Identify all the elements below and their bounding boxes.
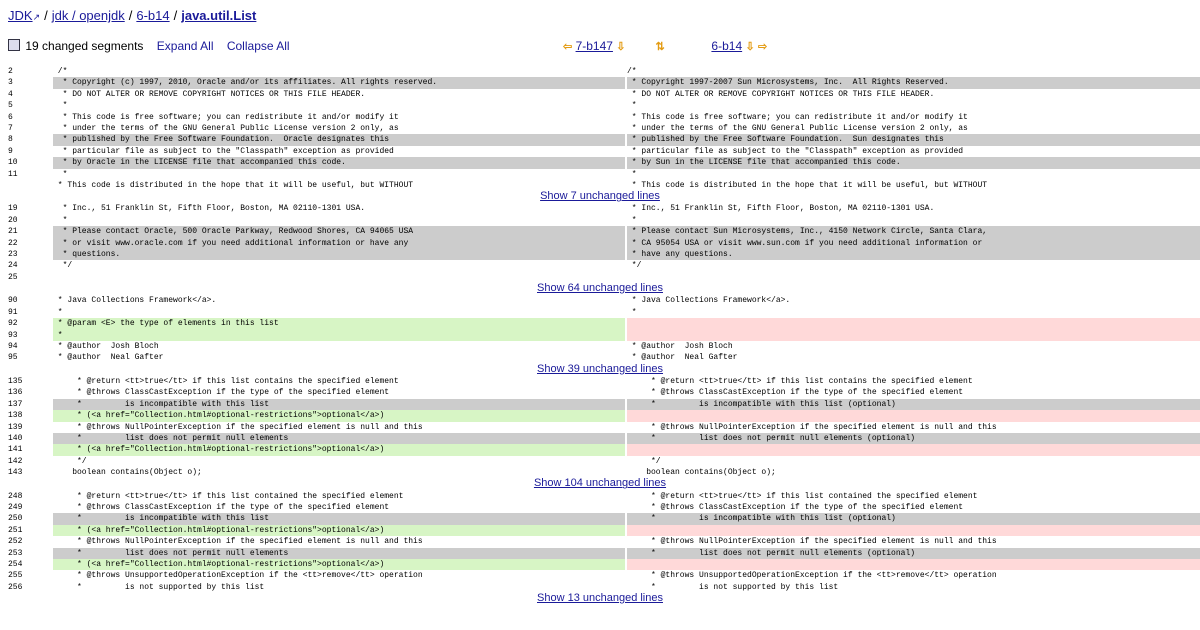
line-number: 91 bbox=[8, 307, 18, 317]
line-number: 19 bbox=[8, 204, 18, 214]
left-code-line: * Inc., 51 Franklin St, Fifth Floor, Boston, MA 02110-1301 USA. bbox=[53, 204, 366, 214]
line-number: 251 bbox=[8, 525, 23, 535]
diff-row bbox=[0, 112, 1200, 123]
diff-toolbar bbox=[8, 39, 1198, 55]
show-unchanged-lines-link[interactable]: Show 7 unchanged lines bbox=[540, 190, 660, 203]
breadcrumb-tag-link[interactable]: 6-b14 bbox=[136, 8, 170, 23]
left-code-line: * bbox=[53, 169, 68, 179]
right-code-line: * bbox=[627, 169, 637, 179]
left-code-line: * Please contact Oracle, 500 Oracle Parkway, Redwood Shores, CA 94065 USA bbox=[53, 226, 625, 237]
diff-row bbox=[0, 318, 1200, 329]
swap-icon[interactable]: ⇅ bbox=[655, 41, 665, 53]
line-number: 9 bbox=[8, 146, 13, 156]
line-number: 137 bbox=[8, 399, 23, 409]
line-number: 11 bbox=[8, 169, 18, 179]
left-code-line: * or visit www.oracle.com if you need additional information or have any bbox=[53, 238, 625, 249]
left-code-line: * is incompatible with this list bbox=[53, 513, 625, 524]
line-number: 92 bbox=[8, 319, 18, 329]
show-unchanged-lines-link[interactable]: Show 39 unchanged lines bbox=[537, 362, 663, 375]
right-code-line: * Copyright 1997-2007 Sun Microsystems, Inc. All Rights Reserved. bbox=[627, 77, 1200, 88]
line-number: 5 bbox=[8, 101, 13, 111]
diff-row bbox=[0, 215, 1200, 226]
show-unchanged-lines bbox=[0, 478, 1200, 490]
line-number: 143 bbox=[8, 468, 23, 478]
left-code-line: * bbox=[53, 215, 68, 225]
diff-row bbox=[0, 502, 1200, 513]
line-number: 138 bbox=[8, 411, 23, 421]
left-code-line: * @throws NullPointerException if the specified element is null and this bbox=[53, 537, 423, 547]
collapse-all-link[interactable]: Collapse All bbox=[226, 39, 290, 53]
diff-row bbox=[0, 387, 1200, 398]
left-code-line: */ bbox=[53, 261, 73, 271]
left-revision-link[interactable]: 7-b147 bbox=[575, 39, 613, 53]
left-code-line: * @author Neal Gafter bbox=[53, 353, 164, 363]
left-code-line: /* bbox=[53, 67, 68, 76]
down-arrow-icon[interactable]: ⇩ bbox=[745, 41, 755, 53]
left-code-line: * (<a href="Collection.html#optional-restrictions">optional</a>) bbox=[53, 444, 625, 455]
diff-row bbox=[0, 536, 1200, 547]
line-number: 3 bbox=[8, 78, 13, 88]
right-code-line: * @throws ClassCastException if the type of the specified element bbox=[627, 388, 964, 398]
right-code-line: * have any questions. bbox=[627, 249, 1200, 260]
show-unchanged-lines bbox=[0, 364, 1200, 376]
diff-row bbox=[0, 513, 1200, 524]
left-code-line: * @throws ClassCastException if the type of the specified element bbox=[53, 388, 390, 398]
right-code-line: * by Sun in the LICENSE file that accompanied this code. bbox=[627, 157, 1200, 168]
right-code-line: */ bbox=[627, 456, 661, 466]
right-code-line bbox=[627, 330, 1200, 341]
right-code-line: * is incompatible with this list (optional) bbox=[627, 513, 1200, 524]
line-number: 140 bbox=[8, 433, 23, 443]
diff-row bbox=[0, 157, 1200, 168]
right-code-line: * @return <tt>true</tt> if this list contained the specified element bbox=[627, 491, 978, 501]
line-number: 136 bbox=[8, 388, 23, 398]
left-code-line: * particular file as subject to the "Classpath" exception as provided bbox=[53, 146, 394, 156]
diff-row bbox=[0, 146, 1200, 157]
line-number: 20 bbox=[8, 215, 18, 225]
diff-row bbox=[0, 260, 1200, 271]
left-code-line: * bbox=[53, 307, 63, 317]
expand-all-link[interactable]: Expand All bbox=[156, 39, 214, 53]
right-code-line bbox=[627, 559, 1200, 570]
line-number: 4 bbox=[8, 89, 13, 99]
left-code-line: * (<a href="Collection.html#optional-restrictions">optional</a>) bbox=[53, 410, 625, 421]
left-code-line: boolean contains(Object o); bbox=[53, 468, 202, 478]
line-number: 10 bbox=[8, 158, 18, 168]
diff-row bbox=[0, 559, 1200, 570]
line-number: 22 bbox=[8, 238, 18, 248]
line-number: 141 bbox=[8, 445, 23, 455]
diff-row bbox=[0, 249, 1200, 260]
line-number: 7 bbox=[8, 123, 13, 133]
left-code-line: * by Oracle in the LICENSE file that accompanied this code. bbox=[53, 157, 625, 168]
right-code-line: * @author Josh Bloch bbox=[627, 341, 733, 351]
diff-row bbox=[0, 307, 1200, 318]
left-code-line: * @return <tt>true</tt> if this list contains the specified element bbox=[53, 376, 399, 386]
right-code-line: * This code is distributed in the hope that it will be useful, but WITHOUT bbox=[627, 180, 988, 190]
line-number: 254 bbox=[8, 559, 23, 569]
left-code-line: * under the terms of the GNU General Public License version 2 only, as bbox=[53, 123, 399, 133]
left-code-line: * Copyright (c) 1997, 2010, Oracle and/or its affiliates. All rights reserved. bbox=[53, 77, 625, 88]
line-number: 135 bbox=[8, 376, 23, 386]
line-number: 252 bbox=[8, 537, 23, 547]
diff-row bbox=[0, 77, 1200, 88]
line-number: 249 bbox=[8, 503, 23, 513]
left-arrow-icon[interactable]: ⇦ bbox=[563, 41, 573, 53]
left-code-line: * bbox=[53, 101, 68, 111]
line-number: 139 bbox=[8, 422, 23, 432]
diff-row bbox=[0, 491, 1200, 502]
right-code-line: * Please contact Sun Microsystems, Inc., 4150 Network Circle, Santa Clara, bbox=[627, 226, 1200, 237]
right-code-line: * list does not permit null elements (optional) bbox=[627, 433, 1200, 444]
breadcrumb-file-link[interactable]: java.util.List bbox=[181, 8, 257, 23]
line-number: 23 bbox=[8, 250, 18, 260]
diff-row bbox=[0, 570, 1200, 581]
changed-segments-count: 19 changed segments bbox=[25, 39, 144, 53]
diff-row bbox=[0, 444, 1200, 455]
left-code-line: */ bbox=[53, 456, 87, 466]
right-code-line: boolean contains(Object o); bbox=[627, 468, 776, 478]
right-code-line: * This code is free software; you can redistribute it and/or modify it bbox=[627, 112, 968, 122]
show-unchanged-lines bbox=[0, 593, 1200, 605]
line-number: 21 bbox=[8, 227, 18, 237]
left-code-line: * list does not permit null elements bbox=[53, 433, 625, 444]
left-code-line: * This code is free software; you can redistribute it and/or modify it bbox=[53, 112, 399, 122]
left-code-line: * DO NOT ALTER OR REMOVE COPYRIGHT NOTICES OR THIS FILE HEADER. bbox=[53, 89, 366, 99]
left-code-line: * questions. bbox=[53, 249, 625, 260]
right-code-line: * Inc., 51 Franklin St, Fifth Floor, Boston, MA 02110-1301 USA. bbox=[627, 204, 935, 214]
diff-row bbox=[0, 399, 1200, 410]
line-number: 8 bbox=[8, 135, 13, 145]
diff-row bbox=[0, 548, 1200, 559]
right-code-line bbox=[627, 272, 1200, 283]
diff-row bbox=[0, 456, 1200, 467]
right-code-line: * @throws NullPointerException if the specified element is null and this bbox=[627, 537, 997, 547]
breadcrumb-repo-link[interactable]: jdk / openjdk bbox=[51, 8, 125, 23]
left-code-line: * @author Josh Bloch bbox=[53, 341, 159, 351]
breadcrumb-jdk-link[interactable]: JDK bbox=[8, 8, 33, 23]
diff-segments-icon bbox=[8, 39, 20, 51]
right-code-line bbox=[627, 444, 1200, 455]
right-code-line bbox=[627, 410, 1200, 421]
diff-row bbox=[0, 330, 1200, 341]
diff-row bbox=[0, 134, 1200, 145]
right-code-line: * CA 95054 USA or visit www.sun.com if you need additional information or bbox=[627, 238, 1200, 249]
left-code-line: * is not supported by this list bbox=[53, 582, 265, 592]
left-code-line: * @throws ClassCastException if the type of the specified element bbox=[53, 503, 390, 513]
show-unchanged-lines-link[interactable]: Show 104 unchanged lines bbox=[533, 477, 667, 490]
left-code-line: * @param <E> the type of elements in this list bbox=[53, 318, 625, 329]
right-code-line: * @throws NullPointerException if the specified element is null and this bbox=[627, 422, 997, 432]
line-number: 250 bbox=[8, 514, 23, 524]
breadcrumb: JDK↗ / jdk / openjdk / 6-b14 / java.util.List bbox=[8, 8, 257, 23]
right-code-line bbox=[627, 318, 1200, 329]
diff-row bbox=[0, 100, 1200, 111]
line-number: 256 bbox=[8, 582, 23, 592]
line-number: 24 bbox=[8, 261, 18, 271]
right-code-line: * @throws UnsupportedOperationException if the <tt>remove</tt> operation bbox=[627, 571, 997, 581]
line-number: 25 bbox=[8, 272, 18, 282]
line-number: 248 bbox=[8, 491, 23, 501]
right-code-line: * under the terms of the GNU General Public License version 2 only, as bbox=[627, 123, 968, 133]
diff-row bbox=[0, 295, 1200, 306]
diff-row bbox=[0, 433, 1200, 444]
right-code-line: * @return <tt>true</tt> if this list contains the specified element bbox=[627, 376, 973, 386]
line-number: 93 bbox=[8, 330, 18, 340]
diff-row bbox=[0, 89, 1200, 100]
show-unchanged-lines-link[interactable]: Show 64 unchanged lines bbox=[537, 282, 663, 295]
diff-row bbox=[0, 226, 1200, 237]
right-code-line: * list does not permit null elements (optional) bbox=[627, 548, 1200, 559]
left-code-line: * (<a href="Collection.html#optional-restrictions">optional</a>) bbox=[53, 525, 625, 536]
revision-navigation bbox=[563, 39, 767, 53]
left-code-line: * This code is distributed in the hope that it will be useful, but WITHOUT bbox=[53, 180, 414, 190]
right-arrow-icon[interactable]: ⇨ bbox=[758, 41, 768, 53]
right-code-line: * is not supported by this list bbox=[627, 582, 839, 592]
show-unchanged-lines bbox=[0, 283, 1200, 295]
left-code-line: * @throws UnsupportedOperationException if the <tt>remove</tt> operation bbox=[53, 571, 423, 581]
diff-row bbox=[0, 525, 1200, 536]
right-code-line: * published by the Free Software Foundation. Sun designates this bbox=[627, 134, 1200, 145]
diff-row bbox=[0, 341, 1200, 352]
right-code-line: * Java Collections Framework</a>. bbox=[627, 296, 791, 306]
right-code-line: * DO NOT ALTER OR REMOVE COPYRIGHT NOTICES OR THIS FILE HEADER. bbox=[627, 89, 935, 99]
diff-row bbox=[0, 169, 1200, 180]
diff-row bbox=[0, 203, 1200, 214]
external-link-icon: ↗ bbox=[32, 12, 41, 22]
show-unchanged-lines bbox=[0, 191, 1200, 203]
line-number: 255 bbox=[8, 571, 23, 581]
right-code-line: * bbox=[627, 307, 637, 317]
diff-table bbox=[0, 66, 1200, 605]
line-number: 6 bbox=[8, 112, 13, 122]
right-code-line: /* bbox=[627, 67, 637, 76]
left-code-line: * published by the Free Software Foundation. Oracle designates this bbox=[53, 134, 625, 145]
left-code-line: * @return <tt>true</tt> if this list contained the specified element bbox=[53, 491, 404, 501]
down-arrow-icon[interactable]: ⇩ bbox=[616, 41, 626, 53]
diff-row bbox=[0, 376, 1200, 387]
left-code-line: * Java Collections Framework</a>. bbox=[53, 296, 217, 306]
right-code-line: * @author Neal Gafter bbox=[627, 353, 738, 363]
diff-row bbox=[0, 66, 1200, 77]
line-number: 253 bbox=[8, 548, 23, 558]
right-code-line bbox=[627, 525, 1200, 536]
line-number: 94 bbox=[8, 341, 18, 351]
right-code-line: */ bbox=[627, 261, 642, 271]
left-code-line: * (<a href="Collection.html#optional-restrictions">optional</a>) bbox=[53, 559, 625, 570]
diff-row bbox=[0, 238, 1200, 249]
line-number: 2 bbox=[8, 67, 13, 76]
diff-row bbox=[0, 410, 1200, 421]
left-code-line: * list does not permit null elements bbox=[53, 548, 625, 559]
right-code-line: * particular file as subject to the "Classpath" exception as provided bbox=[627, 146, 964, 156]
right-code-line: * @throws ClassCastException if the type of the specified element bbox=[627, 503, 964, 513]
show-unchanged-lines-link[interactable]: Show 13 unchanged lines bbox=[537, 592, 663, 605]
diff-row bbox=[0, 123, 1200, 134]
left-code-line: * is incompatible with this list bbox=[53, 399, 625, 410]
line-number: 142 bbox=[8, 456, 23, 466]
line-number: 90 bbox=[8, 296, 18, 306]
diff-row bbox=[0, 422, 1200, 433]
left-code-line: * bbox=[53, 330, 625, 341]
right-code-line: * bbox=[627, 215, 637, 225]
right-code-line: * bbox=[627, 101, 637, 111]
right-revision-link[interactable]: 6-b14 bbox=[711, 39, 743, 53]
line-number: 95 bbox=[8, 353, 18, 363]
left-code-line: * @throws NullPointerException if the specified element is null and this bbox=[53, 422, 423, 432]
right-code-line: * is incompatible with this list (optional) bbox=[627, 399, 1200, 410]
